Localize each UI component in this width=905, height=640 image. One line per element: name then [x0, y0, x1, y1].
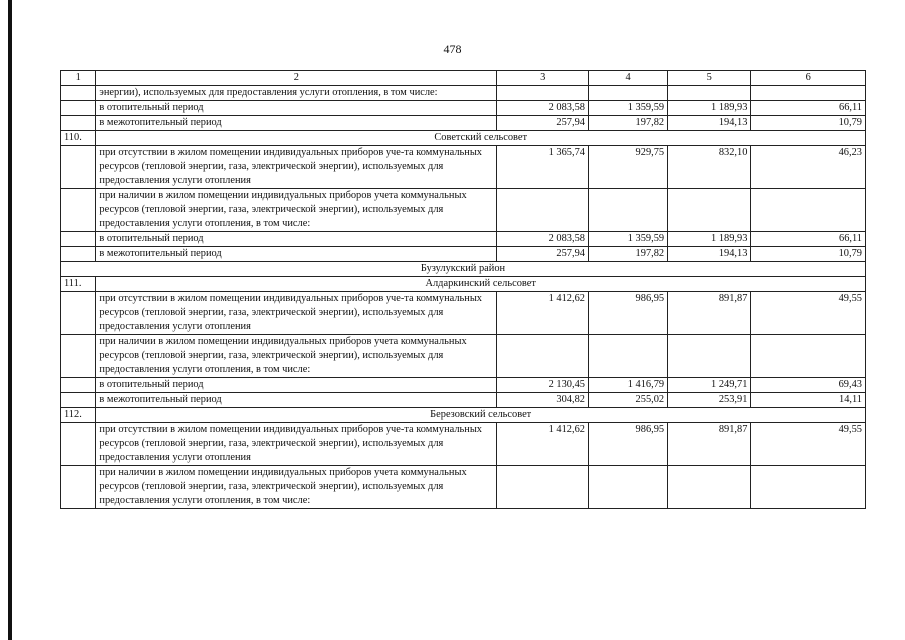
row-description: в отопительный период	[96, 101, 497, 116]
value-cell-col6: 69,43	[751, 378, 866, 393]
value-cell-col4: 929,75	[588, 146, 667, 189]
value-cell-col5: 253,91	[668, 393, 751, 408]
value-cell-col4	[588, 466, 667, 509]
table-row	[61, 189, 866, 232]
value-cell-col5: 194,13	[668, 116, 751, 131]
row-description: при отсутствии в жилом помещении индивидуальных приборов уче-та коммунальных ресурсов (тепловой энергии, газа, электрической энергии), используемых для предоставления услуги отопления	[96, 292, 497, 335]
section-row	[61, 277, 866, 292]
value-cell-col5: 832,10	[668, 146, 751, 189]
row-number	[61, 378, 96, 393]
value-cell-col6: 46,23	[751, 146, 866, 189]
row-description: в межотопительный период	[96, 393, 497, 408]
header-cell-6: 6	[751, 71, 866, 86]
row-number	[61, 335, 96, 378]
value-cell-col5: 1 249,71	[668, 378, 751, 393]
row-description: в межотопительный период	[96, 247, 497, 262]
value-cell-col6	[751, 335, 866, 378]
table-row	[61, 378, 866, 393]
table-row	[61, 335, 866, 378]
value-cell-col3: 257,94	[497, 116, 589, 131]
value-cell-col5: 1 189,93	[668, 101, 751, 116]
row-number	[61, 101, 96, 116]
value-cell-col4: 1 359,59	[588, 232, 667, 247]
value-cell-col4: 197,82	[588, 116, 667, 131]
value-cell-col3	[497, 189, 589, 232]
value-cell-col5	[668, 335, 751, 378]
table-row	[61, 86, 866, 101]
page-number: 478	[443, 42, 462, 56]
row-number: 112.	[61, 408, 96, 423]
value-cell-col3: 304,82	[497, 393, 589, 408]
value-cell-col6	[751, 466, 866, 509]
header-cell-5: 5	[668, 71, 751, 86]
value-cell-col4: 255,02	[588, 393, 667, 408]
value-cell-col3: 1 412,62	[497, 292, 589, 335]
table-row	[61, 292, 866, 335]
section-title: Березовский сельсовет	[96, 408, 866, 423]
value-cell-col4: 1 416,79	[588, 378, 667, 393]
row-number: 111.	[61, 277, 96, 292]
section-row	[61, 131, 866, 146]
section-row	[61, 408, 866, 423]
value-cell-col3: 1 412,62	[497, 423, 589, 466]
value-cell-col6: 49,55	[751, 423, 866, 466]
value-cell-col6	[751, 189, 866, 232]
row-description: энергии), используемых для предоставления услуги отопления, в том числе:	[96, 86, 497, 101]
value-cell-col6: 10,79	[751, 247, 866, 262]
value-cell-col4: 986,95	[588, 292, 667, 335]
value-cell-col6: 14,11	[751, 393, 866, 408]
value-cell-col4: 1 359,59	[588, 101, 667, 116]
value-cell-col3: 257,94	[497, 247, 589, 262]
value-cell-col4: 197,82	[588, 247, 667, 262]
value-cell-col4	[588, 189, 667, 232]
value-cell-col3	[497, 86, 589, 101]
value-cell-col3	[497, 466, 589, 509]
value-cell-col6	[751, 86, 866, 101]
value-cell-col3	[497, 335, 589, 378]
tariff-table	[60, 70, 866, 509]
row-description: при отсутствии в жилом помещении индивидуальных приборов уче-та коммунальных ресурсов (тепловой энергии, газа, электрической энергии), используемых для предоставления услуги отопления	[96, 146, 497, 189]
value-cell-col3: 2 083,58	[497, 232, 589, 247]
section-title: Алдаркинский сельсовет	[96, 277, 866, 292]
table-row	[61, 101, 866, 116]
value-cell-col6: 66,11	[751, 101, 866, 116]
row-description: в отопительный период	[96, 378, 497, 393]
row-number: 110.	[61, 131, 96, 146]
table-row	[61, 232, 866, 247]
value-cell-col3: 2 083,58	[497, 101, 589, 116]
page-edge-bar	[8, 0, 12, 640]
value-cell-col5	[668, 466, 751, 509]
value-cell-col5: 194,13	[668, 247, 751, 262]
row-description: при наличии в жилом помещении индивидуальных приборов учета коммунальных ресурсов (тепловой энергии, газа, электрической энергии), используемых для предоставления услуги отопления, в том числе:	[96, 335, 497, 378]
district-row	[61, 262, 866, 277]
row-number	[61, 423, 96, 466]
row-description: при наличии в жилом помещении индивидуальных приборов учета коммунальных ресурсов (тепловой энергии, газа, электрической энергии), используемых для предоставления услуги отопления, в том числе:	[96, 466, 497, 509]
row-description: при отсутствии в жилом помещении индивидуальных приборов уче-та коммунальных ресурсов (тепловой энергии, газа, электрической энергии), используемых для предоставления услуги отопления	[96, 423, 497, 466]
row-description: в отопительный период	[96, 232, 497, 247]
row-number	[61, 393, 96, 408]
header-cell-3: 3	[497, 71, 589, 86]
value-cell-col6: 66,11	[751, 232, 866, 247]
header-cell-1: 1	[61, 71, 96, 86]
row-description: в межотопительный период	[96, 116, 497, 131]
table-row	[61, 146, 866, 189]
table-row	[61, 247, 866, 262]
row-number	[61, 292, 96, 335]
value-cell-col6: 10,79	[751, 116, 866, 131]
row-number	[61, 146, 96, 189]
section-title: Советский сельсовет	[96, 131, 866, 146]
row-number	[61, 116, 96, 131]
value-cell-col5: 891,87	[668, 423, 751, 466]
row-number	[61, 232, 96, 247]
value-cell-col4	[588, 335, 667, 378]
value-cell-col5: 1 189,93	[668, 232, 751, 247]
table-row	[61, 116, 866, 131]
value-cell-col5: 891,87	[668, 292, 751, 335]
row-number	[61, 189, 96, 232]
row-number	[61, 86, 96, 101]
value-cell-col4: 986,95	[588, 423, 667, 466]
table-row	[61, 393, 866, 408]
value-cell-col5	[668, 86, 751, 101]
row-number	[61, 466, 96, 509]
table-body	[61, 71, 866, 509]
header-cell-4: 4	[588, 71, 667, 86]
table-row	[61, 466, 866, 509]
value-cell-col6: 49,55	[751, 292, 866, 335]
row-number	[61, 247, 96, 262]
value-cell-col3: 1 365,74	[497, 146, 589, 189]
table-row	[61, 423, 866, 466]
header-row	[61, 71, 866, 86]
value-cell-col3: 2 130,45	[497, 378, 589, 393]
value-cell-col5	[668, 189, 751, 232]
value-cell-col4	[588, 86, 667, 101]
district-title: Бузулукский район	[61, 262, 866, 277]
row-description: при наличии в жилом помещении индивидуальных приборов учета коммунальных ресурсов (тепловой энергии, газа, электрической энергии), используемых для предоставления услуги отопления, в том числе:	[96, 189, 497, 232]
header-cell-2: 2	[96, 71, 497, 86]
